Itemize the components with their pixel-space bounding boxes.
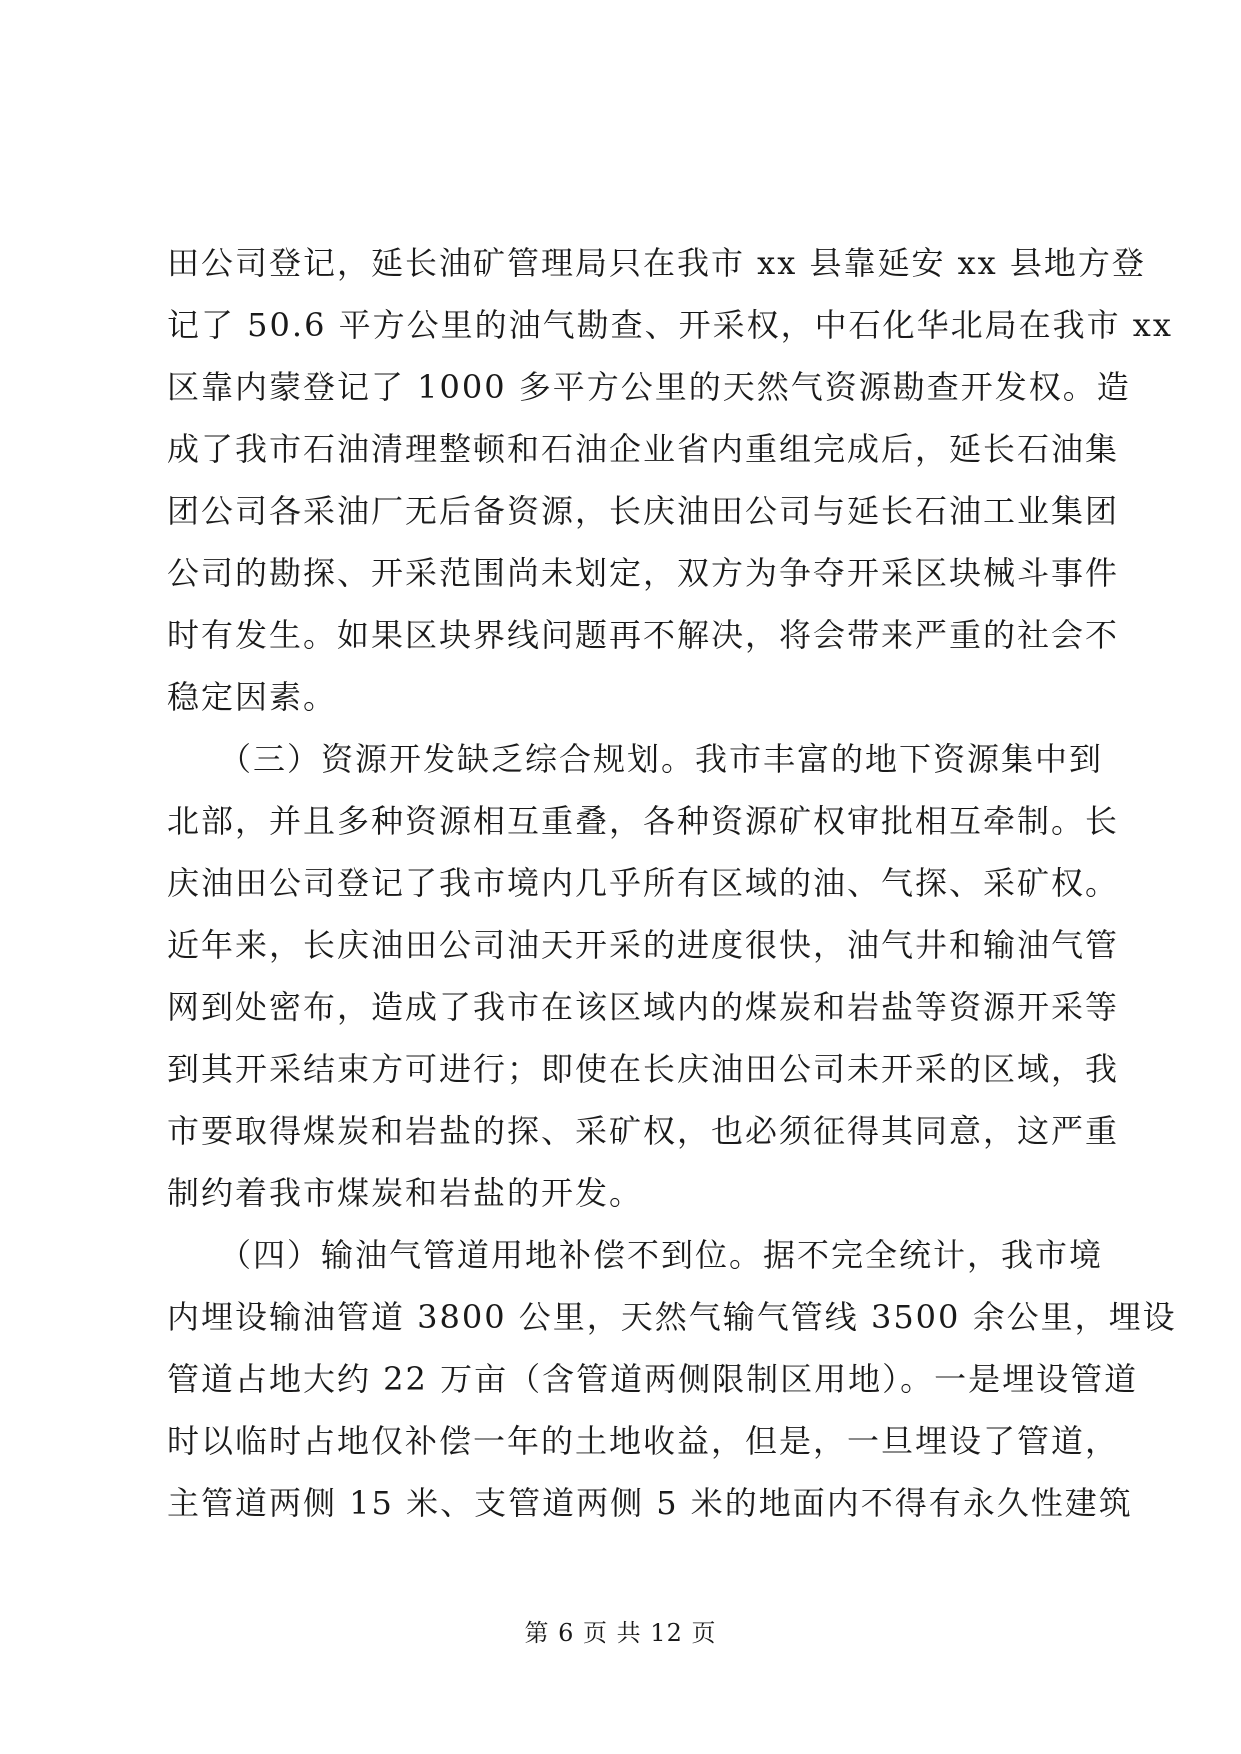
text-line: 公司的勘探、开采范围尚未划定，双方为争夺开采区块械斗事件 [167, 554, 1120, 592]
text-line: 市要取得煤炭和岩盐的探、采矿权，也必须征得其同意，这严重 [167, 1112, 1120, 1150]
text-line: 北部，并且多种资源相互重叠，各种资源矿权审批相互牵制。长 [167, 802, 1120, 840]
text-line: 时以临时占地仅补偿一年的土地收益，但是，一旦埋设了管道， [167, 1422, 1120, 1460]
text-line: 稳定因素。 [167, 678, 338, 716]
text-line: 到其开采结束方可进行；即使在长庆油田公司未开采的区域，我 [167, 1050, 1120, 1088]
text-line: 网到处密布，造成了我市在该区域内的煤炭和岩盐等资源开采等 [167, 988, 1120, 1026]
text-line: 田公司登记，延长油矿管理局只在我市 xx 县靠延安 xx 县地方登 [167, 244, 1146, 282]
body-text [167, 232, 1177, 1534]
text-line: 近年来，长庆油田公司油天开采的进度很快，油气井和输油气管 [167, 926, 1120, 964]
text-line: 制约着我市煤炭和岩盐的开发。 [167, 1174, 644, 1212]
text-line: 记了 50.6 平方公里的油气勘查、开采权，中石化华北局在我市 xx [167, 306, 1173, 344]
text-line: 庆油田公司登记了我市境内几乎所有区域的油、气探、采矿权。 [167, 864, 1120, 902]
text-line: 管道占地大约 22 万亩（含管道两侧限制区用地）。一是埋设管道 [167, 1360, 1139, 1398]
text-line: 团公司各采油厂无后备资源，长庆油田公司与延长石油工业集团 [167, 492, 1120, 530]
text-line: 时有发生。如果区块界线问题再不解决，将会带来严重的社会不 [167, 616, 1120, 654]
text-line: 主管道两侧 15 米、支管道两侧 5 米的地面内不得有永久性建筑 [167, 1484, 1133, 1522]
text-line: （三）资源开发缺乏综合规划。我市丰富的地下资源集中到 [167, 740, 1104, 778]
text-line: （四）输油气管道用地补偿不到位。据不完全统计，我市境 [167, 1236, 1104, 1274]
page-number-footer: 第 6 页 共 12 页 [524, 1619, 717, 1647]
text-line: 内埋设输油管道 3800 公里，天然气输气管线 3500 余公里，埋设 [167, 1298, 1177, 1336]
text-line: 成了我市石油清理整顿和石油企业省内重组完成后，延长石油集 [167, 430, 1120, 468]
text-line: 区靠内蒙登记了 1000 多平方公里的天然气资源勘查开发权。造 [167, 368, 1131, 406]
